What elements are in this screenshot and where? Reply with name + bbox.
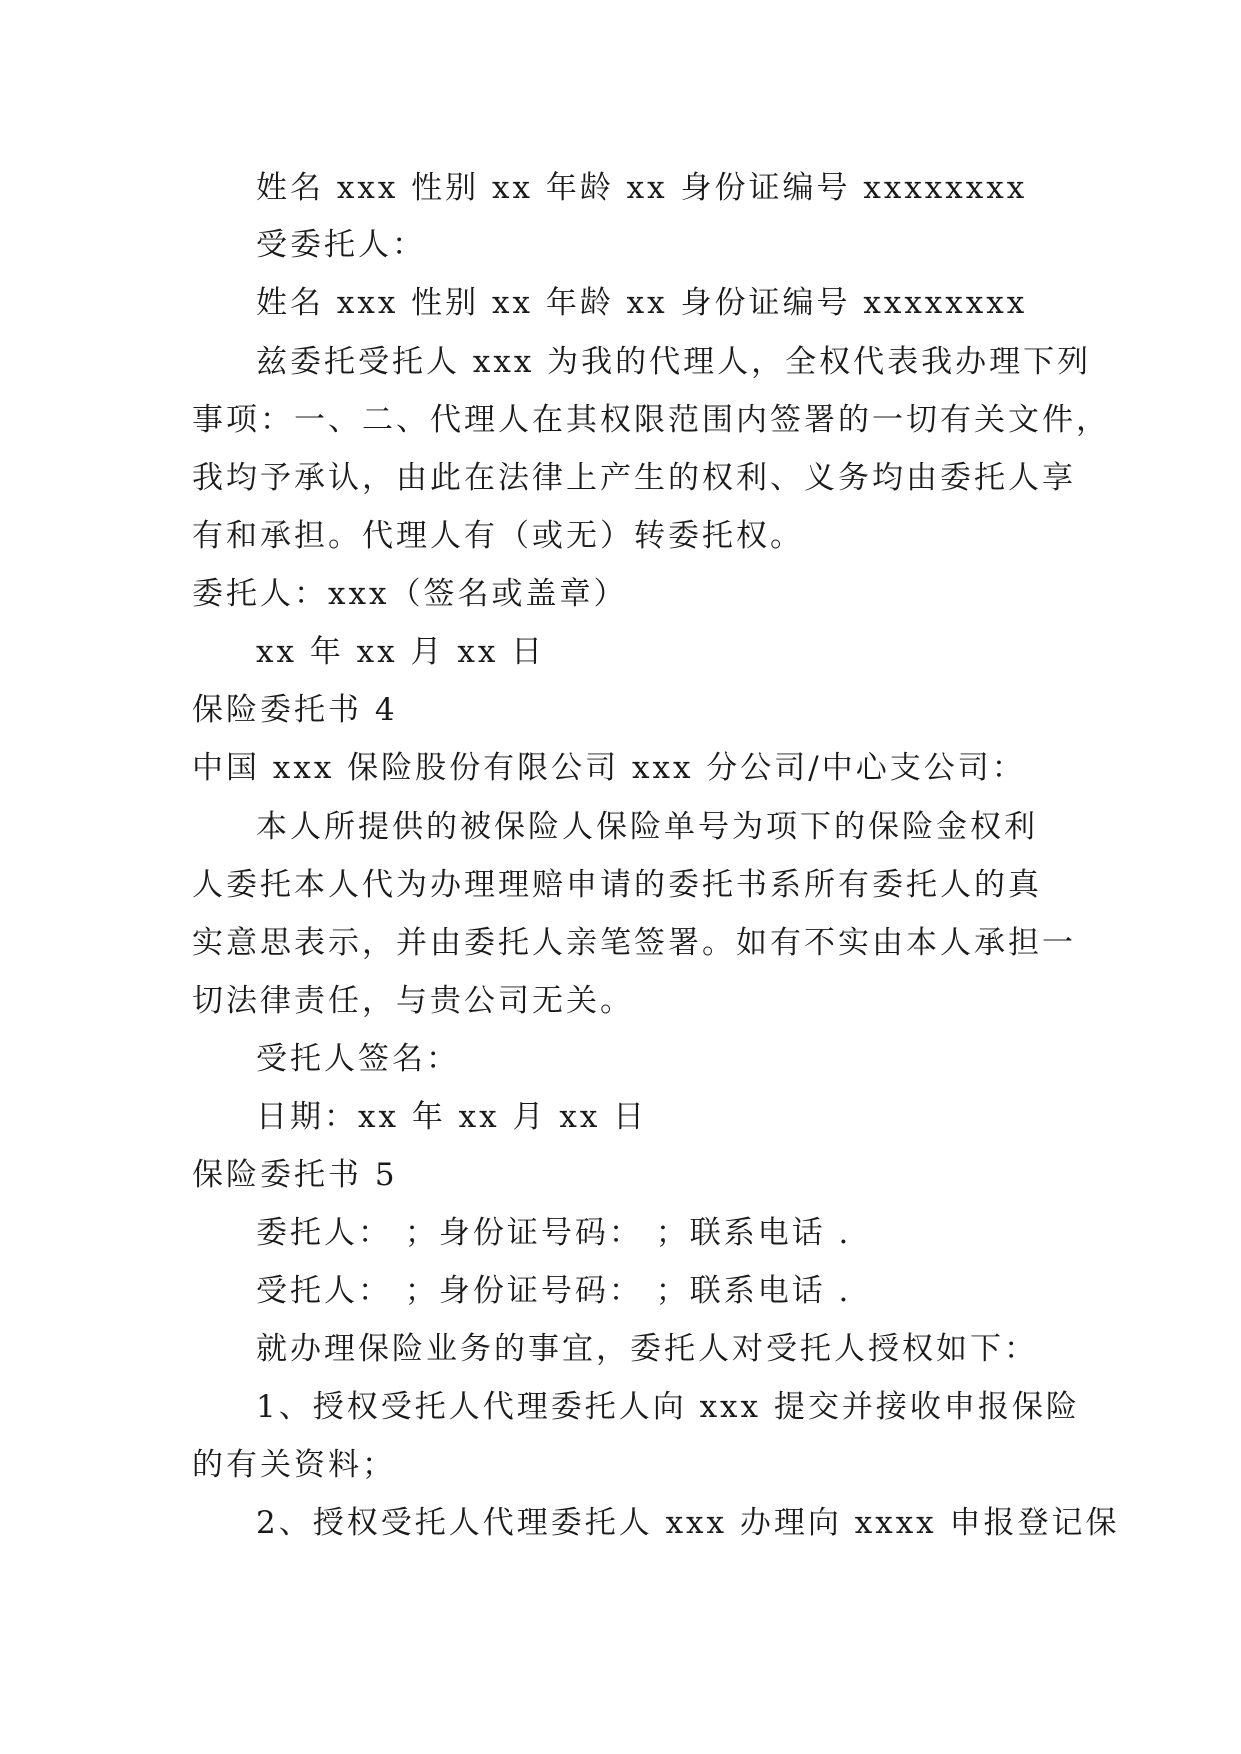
text-line: 事项：一、二、代理人在其权限范围内签署的一切有关文件， (192, 402, 1110, 438)
text-line: 姓名 xxx 性别 xx 年龄 xx 身份证编号 xxxxxxxx (256, 170, 1028, 206)
text-line: 本人所提供的被保险人保险单号为项下的保险金权利 (256, 809, 1038, 845)
signature-line: 受托人签名： (256, 1041, 460, 1077)
section-heading: 保险委托书 4 (192, 692, 398, 728)
addressee-line: 中国 xxx 保险股份有限公司 xxx 分公司/中心支公司： (192, 750, 1026, 786)
text-line: 我均予承认，由此在法律上产生的权利、义务均由委托人享 (192, 460, 1076, 496)
date-line: 日期：xx 年 xx 月 xx 日 (256, 1099, 648, 1135)
text-line: 1、授权受托人代理委托人向 xxx 提交并接收申报保险 (256, 1389, 1080, 1425)
text-line: 委托人： ；身份证号码： ；联系电话 . (256, 1215, 852, 1251)
section-heading: 保险委托书 5 (192, 1157, 398, 1193)
text-line: 委托人：xxx（签名或盖章） (192, 576, 628, 612)
text-line: 就办理保险业务的事宜，委托人对受托人授权如下： (256, 1331, 1038, 1367)
text-line: 的有关资料； (192, 1447, 396, 1483)
date-line: xx 年 xx 月 xx 日 (256, 634, 546, 670)
text-line: 有和承担。代理人有（或无）转委托权。 (192, 518, 804, 554)
text-line: 受托人： ；身份证号码： ；联系电话 . (256, 1273, 852, 1309)
text-line: 兹委托受托人 xxx 为我的代理人，全权代表我办理下列 (256, 344, 1092, 380)
text-line: 姓名 xxx 性别 xx 年龄 xx 身份证编号 xxxxxxxx (256, 285, 1028, 321)
text-line: 人委托本人代为办理理赔申请的委托书系所有委托人的真 (192, 867, 1042, 903)
text-line: 切法律责任，与贵公司无关。 (192, 983, 634, 1019)
text-line: 受委托人： (256, 227, 426, 263)
text-line: 实意思表示，并由委托人亲笔签署。如有不实由本人承担一 (192, 925, 1076, 961)
text-line: 2、授权受托人代理委托人 xxx 办理向 xxxx 申报登记保 (256, 1505, 1120, 1541)
